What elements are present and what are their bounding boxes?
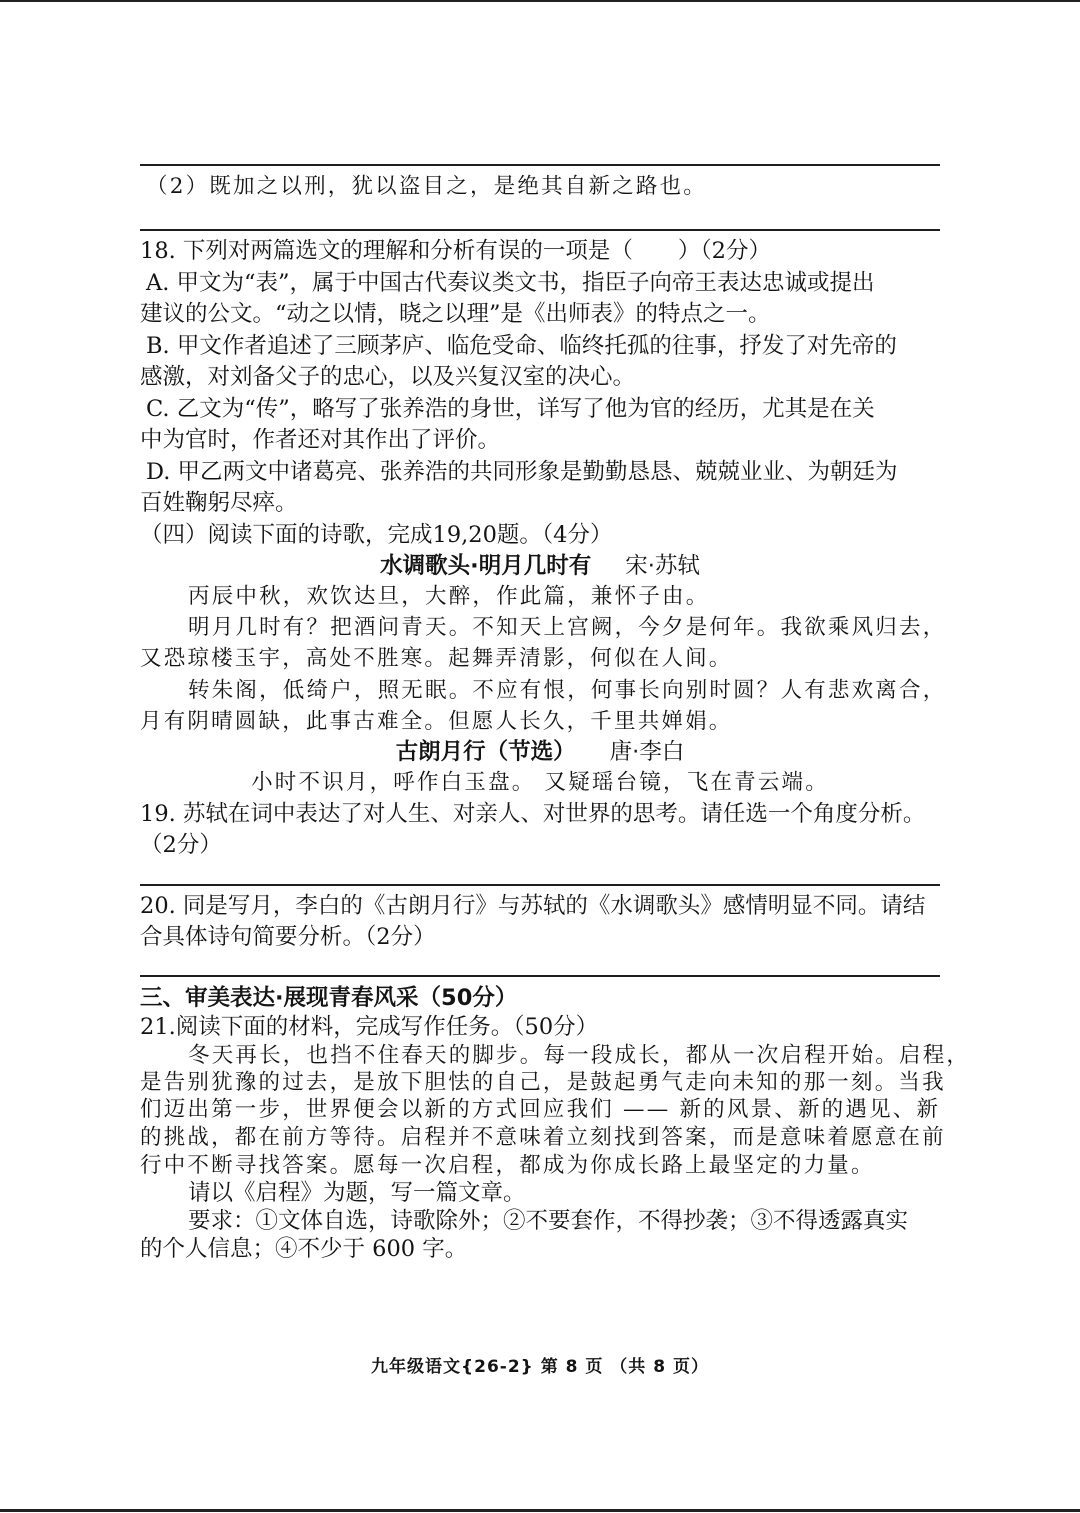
poem1-author: 宋·苏轼: [625, 553, 700, 579]
part3-heading: 三、审美表达·展现青春风采（50分）: [140, 985, 518, 1011]
poem1-title-line: [140, 551, 940, 581]
poem2-author: 唐·李白: [609, 739, 685, 765]
section4-heading: （四）阅读下面的诗歌，完成19,20题。（4分）: [140, 522, 613, 548]
q20-stem: 20. 同是写月，李白的《古朗月行》与苏轼的《水调歌头》感情明显不同。请结: [140, 893, 926, 919]
q21-requirements-cont: 的个人信息；④不少于 600 字。: [140, 1236, 468, 1262]
q21-material: 们迈出第一步，世界便会以新的方式回应我们 —— 新的风景、新的遇见、新: [140, 1097, 941, 1122]
poem1-title: 水调歌头·明月几时有: [380, 553, 592, 579]
scan-bottom-border: [0, 1509, 1080, 1512]
poem2-title: 古朗月行（节选）: [395, 739, 576, 765]
answer-line: [140, 975, 940, 977]
answer-line: [140, 164, 940, 166]
poem1-line: 明月几时有？把酒问青天。不知天上宫阙，今夕是何年。我欲乘风归去，: [188, 615, 947, 640]
q18-option-a: A. 甲文为“表”，属于中国古代奏议类文书，指臣子向帝王表达忠诚或提出: [146, 270, 875, 296]
poem1-line: 月有阴晴圆缺，此事古难全。但愿人长久，千里共婵娟。: [140, 709, 733, 734]
poem1-line: 又恐琼楼玉宇，高处不胜寒。起舞弄清影，何似在人间。: [140, 646, 733, 671]
q21-material: 是告别犹豫的过去，是放下胆怯的自己，是鼓起勇气走向未知的那一刻。当我: [140, 1070, 946, 1095]
q18-option-d: D. 甲乙两文中诸葛亮、张养浩的共同形象是勤勤恳恳、兢兢业业、为朝廷为: [146, 459, 898, 485]
page-footer: 九年级语文{26-2} 第 8 页 （共 8 页）: [371, 1357, 709, 1377]
q20-stem-cont: 合具体诗句简要分析。（2分）: [140, 924, 436, 950]
answer-line: [140, 229, 940, 231]
q19-stem: 19. 苏轼在词中表达了对人生、对亲人、对世界的思考。请任选一个角度分析。: [140, 801, 926, 827]
q18-option-b: B. 甲文作者追述了三顾茅庐、临危受命、临终托孤的往事，抒发了对先帝的: [146, 333, 897, 359]
poem2-line: 小时不识月，呼作白玉盘。 又疑瑶台镜，飞在青云端。: [251, 770, 829, 795]
q18-option-a-cont: 建议的公文。“动之以情，晓之以理”是《出师表》的特点之一。: [140, 301, 771, 327]
q18-option-c-cont: 中为官时，作者还对其作出了评价。: [140, 427, 501, 453]
scan-top-border: [0, 0, 1080, 2]
q21-material: 冬天再长，也挡不住春天的脚步。每一段成长，都从一次启程开始。启程，: [188, 1043, 971, 1068]
q18-option-b-cont: 感激，对刘备父子的忠心，以及兴复汉室的决心。: [140, 364, 636, 390]
q19-score: （2分）: [140, 832, 222, 858]
answer-line: [140, 884, 940, 886]
poem1-preface: 丙辰中秋，欢饮达旦，大醉，作此篇，兼怀子由。: [188, 584, 710, 609]
q18-stem: 18. 下列对两篇选文的理解和分析有误的一项是（ ）（2分）: [140, 238, 772, 264]
q18-option-c: C. 乙文为“传”，略写了张养浩的身世，详写了他为官的经历，尤其是在关: [146, 396, 875, 422]
poem1-line: 转朱阁，低绮户，照无眠。不应有恨，何事长向别时圆？人有悲欢离合，: [188, 678, 947, 703]
q21-stem: 21.阅读下面的材料，完成写作任务。（50分）: [140, 1014, 599, 1040]
q21-task: 请以《启程》为题，写一篇文章。: [188, 1180, 526, 1206]
poem2-title-line: [140, 737, 940, 767]
q21-material: 的挑战，都在前方等待。启程并不意味着立刻找到答案，而是意味着愿意在前: [140, 1125, 946, 1150]
q21-requirements: 要求：①文体自选，诗歌除外；②不要套作，不得抄袭；③不得透露真实: [188, 1208, 909, 1234]
q18-option-d-cont: 百姓鞠躬尽瘁。: [140, 490, 298, 516]
q17-item-2: （2）既加之以刑，犹以盗目之，是绝其自新之路也。: [146, 174, 707, 199]
q21-material: 行中不断寻找答案。愿每一次启程，都成为你成长路上最坚定的力量。: [140, 1153, 875, 1178]
